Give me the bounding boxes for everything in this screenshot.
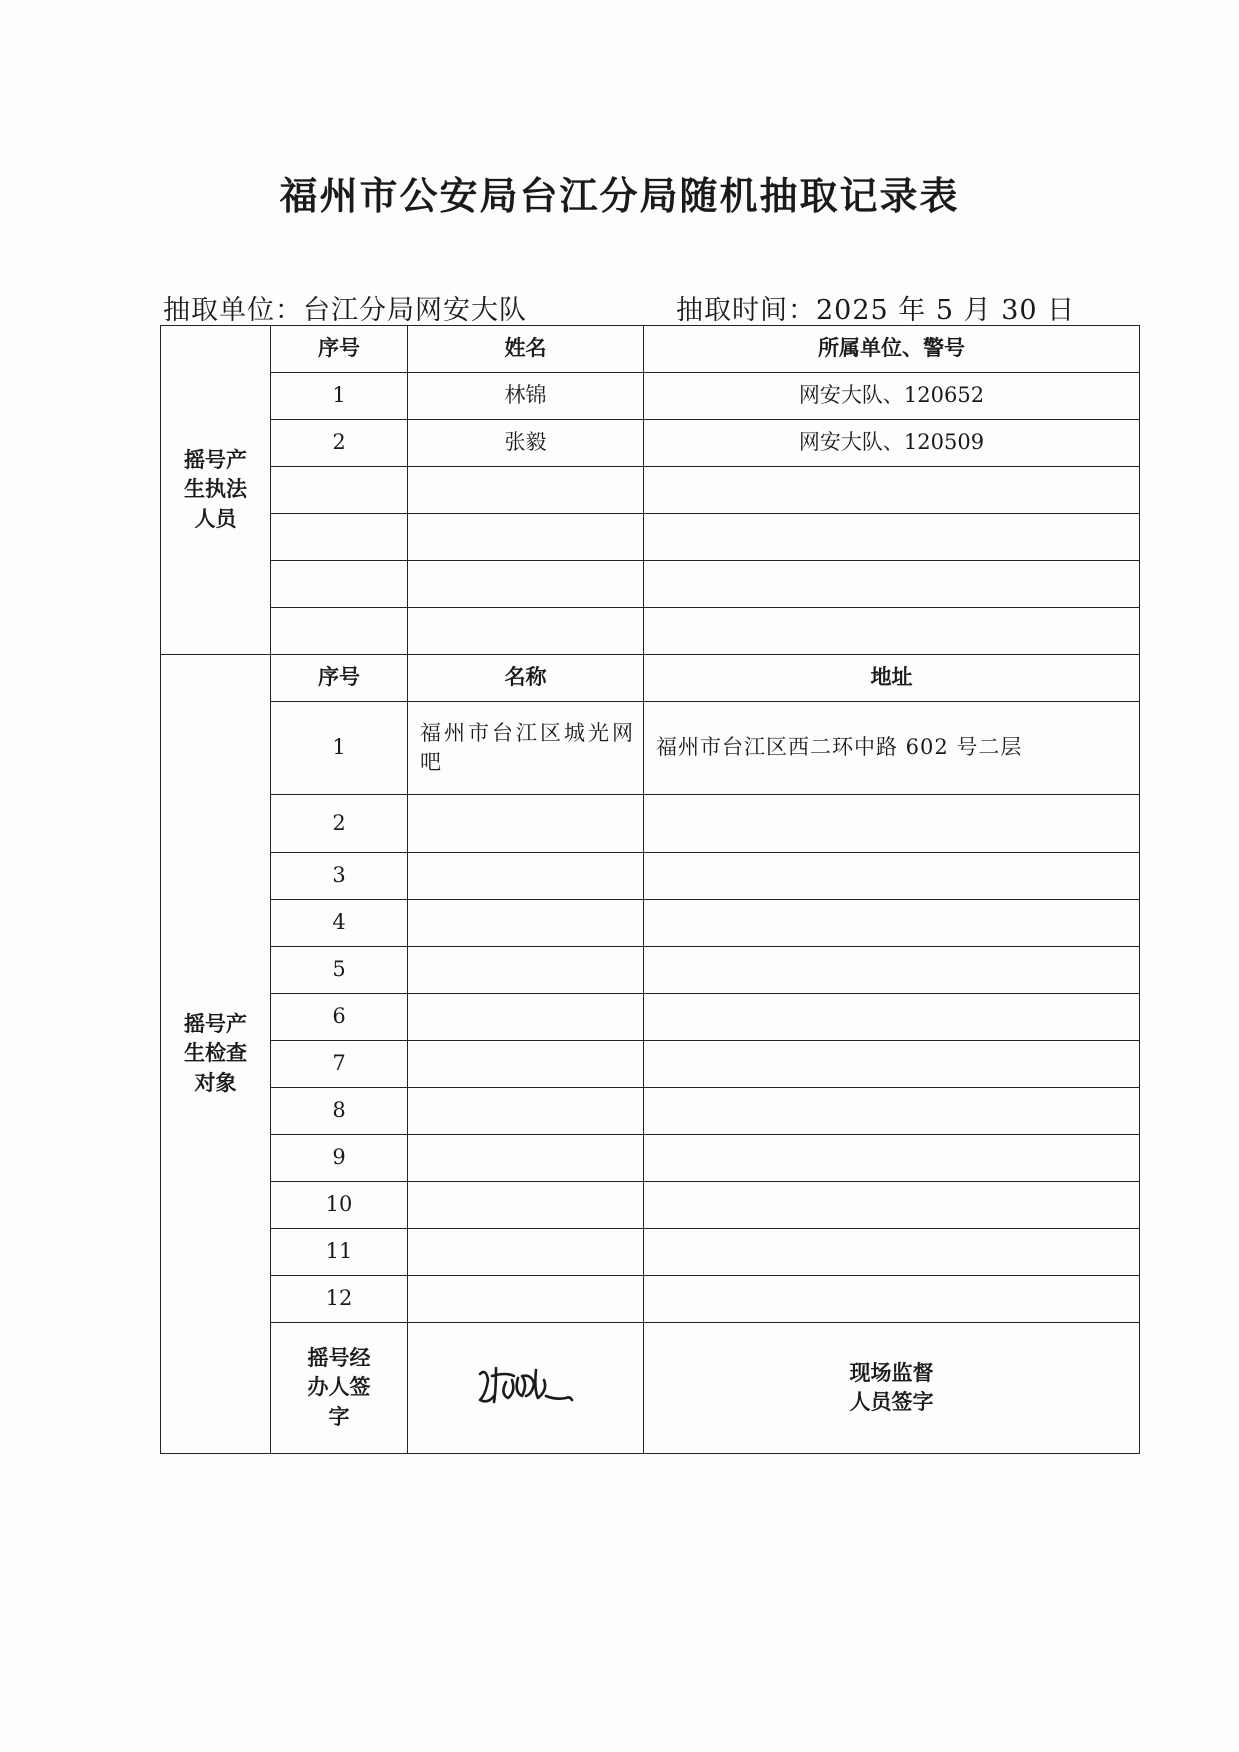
- officer-row-empty: [161, 514, 1140, 561]
- officer-row: [161, 373, 1140, 420]
- target-no: 8: [271, 1088, 408, 1135]
- empty-cell: [408, 947, 644, 994]
- target-no: 11: [271, 1229, 408, 1276]
- target-no: 7: [271, 1041, 408, 1088]
- target-no: 4: [271, 900, 408, 947]
- empty-cell: [408, 561, 644, 608]
- targets-header-no: 序号: [271, 655, 408, 702]
- empty-cell: [644, 900, 1140, 947]
- empty-cell: [644, 1041, 1140, 1088]
- empty-cell: [408, 1229, 644, 1276]
- empty-cell: [644, 1088, 1140, 1135]
- target-row: [161, 994, 1140, 1041]
- empty-cell: [644, 561, 1140, 608]
- officers-header-row: [161, 326, 1140, 373]
- empty-cell: [271, 514, 408, 561]
- targets-header-name: 名称: [408, 655, 644, 702]
- empty-cell: [644, 947, 1140, 994]
- officer-no: 1: [271, 373, 408, 420]
- empty-cell: [408, 795, 644, 853]
- handler-signature-image: [466, 1348, 586, 1428]
- officers-section-label: 摇号产 生执法 人员: [161, 326, 271, 655]
- officer-unit: 网安大队、120509: [644, 420, 1140, 467]
- extraction-time: [676, 288, 1075, 327]
- target-row: [161, 1182, 1140, 1229]
- officer-row: [161, 420, 1140, 467]
- empty-cell: [644, 994, 1140, 1041]
- supervisor-signature-label: 现场监督 人员签字: [644, 1323, 1140, 1454]
- officer-no: 2: [271, 420, 408, 467]
- empty-cell: [408, 1135, 644, 1182]
- empty-cell: [408, 1041, 644, 1088]
- empty-cell: [408, 994, 644, 1041]
- empty-cell: [644, 853, 1140, 900]
- targets-header-address: 地址: [644, 655, 1140, 702]
- empty-cell: [408, 853, 644, 900]
- officers-header-no: 序号: [271, 326, 408, 373]
- target-no: 3: [271, 853, 408, 900]
- target-no: 10: [271, 1182, 408, 1229]
- extraction-unit-label: 抽取单位：: [163, 295, 303, 326]
- document-title: 福州市公安局台江分局随机抽取记录表: [279, 174, 960, 218]
- target-no: 5: [271, 947, 408, 994]
- empty-cell: [644, 1276, 1140, 1323]
- extraction-time-label: 抽取时间：: [676, 295, 816, 326]
- target-row: [161, 1229, 1140, 1276]
- handler-signature-label: 摇号经 办人签 字: [271, 1323, 408, 1454]
- target-no: 9: [271, 1135, 408, 1182]
- signature-row: [161, 1323, 1140, 1454]
- empty-cell: [271, 608, 408, 655]
- extraction-unit-value: 台江分局网安大队: [303, 295, 527, 326]
- officer-unit: 网安大队、120652: [644, 373, 1140, 420]
- target-no: 1: [271, 702, 408, 795]
- empty-cell: [408, 467, 644, 514]
- empty-cell: [408, 514, 644, 561]
- officer-name: 林锦: [408, 373, 644, 420]
- extraction-unit: [163, 288, 527, 327]
- empty-cell: [408, 900, 644, 947]
- record-table: [160, 325, 1140, 1454]
- officer-name: 张毅: [408, 420, 644, 467]
- target-row: [161, 795, 1140, 853]
- empty-cell: [644, 795, 1140, 853]
- empty-cell: [271, 467, 408, 514]
- target-row: [161, 702, 1140, 795]
- empty-cell: [644, 1135, 1140, 1182]
- target-row: [161, 947, 1140, 994]
- empty-cell: [644, 467, 1140, 514]
- empty-cell: [408, 1276, 644, 1323]
- target-no: 2: [271, 795, 408, 853]
- officer-row-empty: [161, 608, 1140, 655]
- extraction-time-value: 2025 年 5 月 30 日: [816, 295, 1076, 326]
- empty-cell: [644, 514, 1140, 561]
- targets-section-label: 摇号产 生检查 对象: [161, 655, 271, 1454]
- empty-cell: [408, 608, 644, 655]
- empty-cell: [644, 1182, 1140, 1229]
- target-row: [161, 1088, 1140, 1135]
- officers-header-unit: 所属单位、警号: [644, 326, 1140, 373]
- officer-row-empty: [161, 561, 1140, 608]
- targets-header-row: [161, 655, 1140, 702]
- officer-row-empty: [161, 467, 1140, 514]
- target-row: [161, 853, 1140, 900]
- empty-cell: [644, 608, 1140, 655]
- handler-signature: [408, 1323, 644, 1454]
- target-row: [161, 1135, 1140, 1182]
- empty-cell: [644, 1229, 1140, 1276]
- target-row: [161, 900, 1140, 947]
- target-row: [161, 1041, 1140, 1088]
- empty-cell: [408, 1182, 644, 1229]
- target-row: [161, 1276, 1140, 1323]
- target-address: 福州市台江区西二环中路 602 号二层: [644, 702, 1140, 795]
- empty-cell: [408, 1088, 644, 1135]
- target-name: 福州市台江区城光网吧: [408, 702, 644, 795]
- target-no: 6: [271, 994, 408, 1041]
- empty-cell: [271, 561, 408, 608]
- target-no: 12: [271, 1276, 408, 1323]
- officers-header-name: 姓名: [408, 326, 644, 373]
